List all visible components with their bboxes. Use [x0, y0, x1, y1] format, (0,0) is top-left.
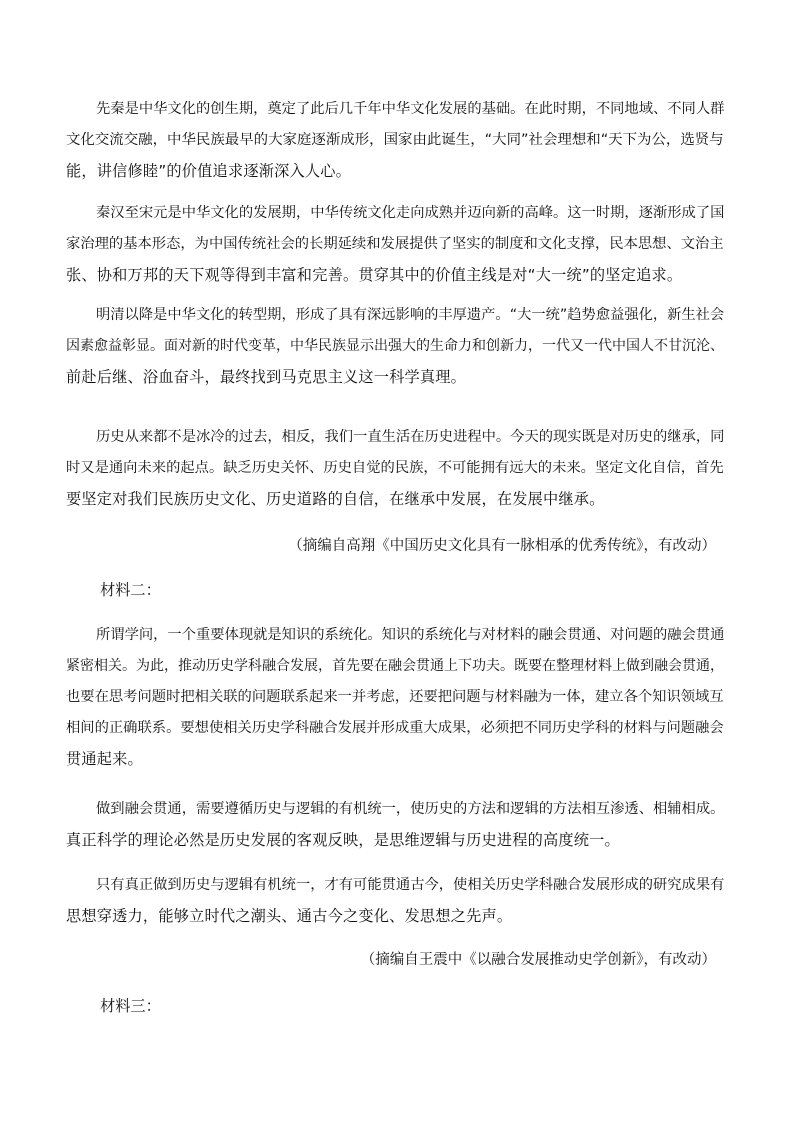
material-two-label: 材料二： — [100, 581, 161, 599]
paragraph-unity — [66, 870, 736, 932]
paragraph-pre-qin — [66, 94, 736, 187]
text-line: 秦汉至宋元是中华文化的发展期，中华传统文化走向成熟并迈向新的高峰。这一时期，逐渐形成了国 — [96, 205, 725, 221]
text-line: 也要在思考问题时把相关联的问题联系起来一并考虑，还要把问题与材料融为一体，建立各个知识领域互 — [66, 689, 724, 705]
paragraph-history-logic — [66, 794, 736, 856]
paragraph-history-continuity — [66, 422, 736, 515]
text-line: 时又是通向未来的起点。缺乏历史关怀、历史自觉的民族，不可能拥有远大的未来。坚定文化自信，首先 — [66, 460, 724, 476]
text-line: 历史从来都不是冰冷的过去，相反，我们一直生活在历史进程中。今天的现实既是对历史的继承，同 — [96, 429, 725, 445]
paragraph-ming-qing — [66, 300, 736, 393]
text-line: 因素愈益彰显。面对新的时代变革，中华民族显示出强大的生命力和创新力，一代又一代中国人不甘沉沦、 — [66, 338, 724, 354]
text-line: 真正科学的理论必然是历史发展的客观反映，是思维逻辑与历史进程的高度统一。 — [66, 831, 620, 849]
text-line: 只有真正做到历史与逻辑有机统一，才有可能贯通古今，使相关历史学科融合发展形成的研究成果有 — [96, 877, 725, 893]
text-line: 先秦是中华文化的创生期，奠定了此后几千年中华文化发展的基础。在此时期，不同地域、不同人群 — [96, 101, 725, 117]
text-line: 紧密相关。为此，推动历史学科融合发展，首先要在融会贯通上下功夫。既要在整理材料上做到融会贯通， — [66, 658, 724, 674]
text-line: 明清以降是中华文化的转型期，形成了具有深远影响的丰厚遗产。“大一统”趋势愈益强化，新生社会 — [96, 307, 725, 323]
source-citation-2: （摘编自王震中《以融合发展推动史学创新》，有改动） — [360, 952, 716, 968]
material-three-label: 材料三： — [100, 997, 161, 1015]
text-line: 思想穿透力，能够立时代之潮头、通古今之变化、发思想之先声。 — [66, 907, 513, 925]
text-line: 所谓学问，一个重要体现就是知识的系统化。知识的系统化与对材料的融会贯通、对问题的融会贯通 — [96, 627, 725, 643]
paragraph-qin-han-song-yuan — [66, 198, 736, 291]
paragraph-systematization — [66, 620, 736, 775]
text-line: 前赴后继、浴血奋斗，最终找到马克思主义这一科学真理。 — [66, 368, 467, 386]
text-line: 贯通起来。 — [66, 750, 143, 768]
source-citation-1: （摘编自高翔《中国历史文化具有一脉相承的优秀传统》，有改动） — [288, 538, 716, 554]
text-line: 能，讲信修睦”的价值追求逐渐深入人心。 — [66, 162, 352, 180]
text-line: 张、协和万邦的天下观等得到丰富和完善。贯穿其中的价值主线是对“大一统”的坚定追求。 — [66, 266, 683, 284]
text-line: 家治理的基本形态，为中国传统社会的长期延续和发展提供了坚实的制度和文化支撑，民本思想、文治主 — [66, 236, 724, 252]
text-line: 相间的正确联系。要想使相关历史学科融合发展并形成重大成果，必须把不同历史学科的材料与问题融会 — [66, 720, 724, 736]
text-line: 做到融会贯通，需要遵循历史与逻辑的有机统一，使历史的方法和逻辑的方法相互渗透、相辅相成。 — [96, 801, 725, 817]
text-line: 文化交流交融，中华民族最早的大家庭逐渐成形，国家由此诞生，“大同”社会理想和“天下为公，选贤与 — [66, 132, 724, 148]
text-line: 要坚定对我们民族历史文化、历史道路的自信，在继承中发展，在发展中继承。 — [66, 490, 605, 508]
